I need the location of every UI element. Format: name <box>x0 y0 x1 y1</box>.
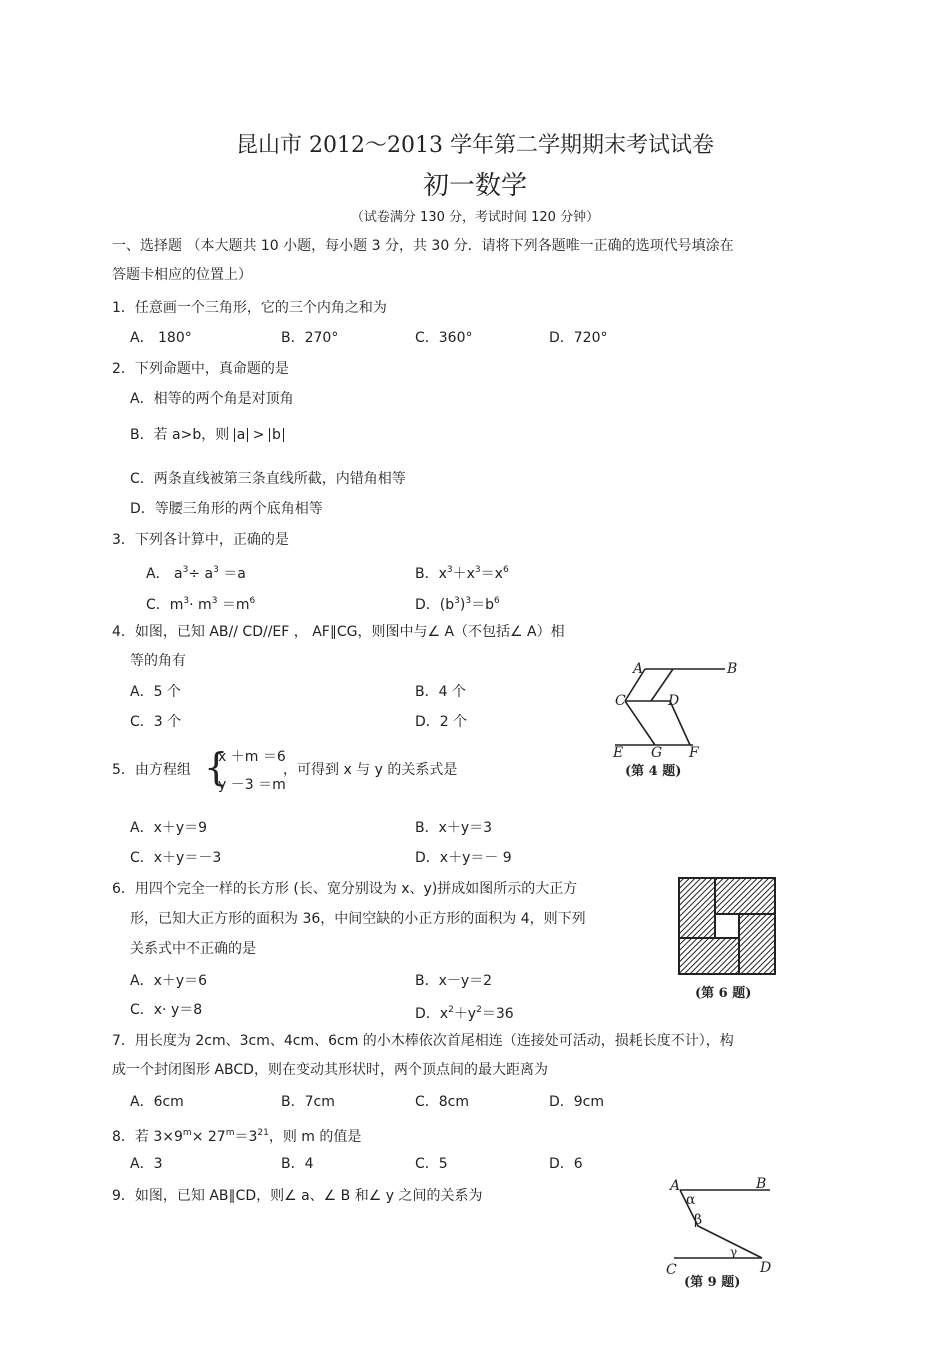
abs-b: b <box>269 428 284 442</box>
q5-option-d: D．x＋y＝－ 9 <box>415 850 512 866</box>
abs-a: a <box>234 428 249 442</box>
q7-stem-cont: 成一个封闭图形 ABCD，则在变动其形状时，两个顶点间的最大距离为 <box>112 1062 548 1078</box>
label-f: F <box>689 745 699 761</box>
q8-option-b: B．4 <box>281 1156 314 1172</box>
exponent: 3 <box>446 565 453 575</box>
q6-figure <box>675 875 780 1005</box>
label-b: B <box>727 661 738 677</box>
q3-option-d <box>415 592 500 614</box>
q4-option-c: C．3 个 <box>130 714 182 730</box>
exponent: 3 <box>465 596 472 606</box>
label-e: E <box>613 745 624 761</box>
q4-option-d: D．2 个 <box>415 714 468 730</box>
q5-option-c: C．x＋y＝－3 <box>130 850 222 866</box>
q3-option-c <box>146 592 255 614</box>
q3-stem: 3．下列各计算中，正确的是 <box>112 532 289 548</box>
q3-c-part: · m <box>189 597 212 613</box>
q3-c-part: ＝m <box>217 597 250 613</box>
q6-stem-cont2: 关系式中不正确的是 <box>130 941 256 957</box>
q6-d-part: D．x <box>415 1006 449 1022</box>
label-c: C <box>666 1262 677 1278</box>
label-a: A <box>670 1178 681 1194</box>
q6-option-b: B．x－y＝2 <box>415 973 493 989</box>
exponent: 3 <box>183 596 190 606</box>
exponent: 3 <box>474 565 481 575</box>
q1-option-a: A． 180° <box>130 330 192 346</box>
q7-option-d: D．9cm <box>549 1094 605 1110</box>
q4-stem: 4．如图，已知 AB// CD//EF ， AF∥CG，则图中与∠ A（不包括∠ A）相 <box>112 624 565 640</box>
q8-option-a: A．3 <box>130 1156 163 1172</box>
exponent: 2 <box>448 1005 454 1015</box>
q1-option-b: B．270° <box>281 330 339 346</box>
label-d: D <box>668 693 680 709</box>
q6-stem-cont: 形，已知大正方形的面积为 36，中间空缺的小正方形的面积为 4，则下列 <box>130 911 586 927</box>
q5-stem: 5．由方程组 <box>112 762 191 778</box>
exponent: 3 <box>213 565 219 575</box>
q3-b-part: B．x <box>415 566 447 582</box>
alpha-label: α <box>686 1192 696 1208</box>
gt-sign: > <box>252 427 265 443</box>
q2-option-a: A．相等的两个角是对顶角 <box>130 391 294 407</box>
q1-option-d: D．720° <box>549 330 608 346</box>
q6-stem: 6．用四个完全一样的长方形 (长、宽分别设为 x、y)拼成如图所示的大正方 <box>112 881 578 897</box>
q5-stem-cont: ，可得到 x 与 y 的关系式是 <box>283 762 458 778</box>
q3-option-b <box>415 561 509 583</box>
q3-a-part: A． a <box>146 566 183 582</box>
q5-option-a: A．x＋y＝9 <box>130 820 208 836</box>
q6-caption: (第 6 题) <box>695 986 752 1001</box>
q2-option-c: C．两条直线被第三条直线所截，内错角相等 <box>130 471 406 487</box>
exponent: 3 <box>182 565 189 575</box>
brace: { <box>204 745 229 789</box>
label-c: C <box>615 693 626 709</box>
q8-part: × 27 <box>191 1129 226 1145</box>
q8-option-d: D．6 <box>549 1156 583 1172</box>
beta-label: β <box>694 1212 703 1228</box>
q8-part: ，则 m 的值是 <box>268 1129 362 1145</box>
q3-d-part: ) <box>459 597 466 613</box>
q3-b-part: ＝x <box>480 566 503 582</box>
q7-option-b: B．7cm <box>281 1094 335 1110</box>
exponent: m <box>182 1128 192 1138</box>
q5-option-b: B．x＋y＝3 <box>415 820 493 836</box>
exponent: 3 <box>454 596 460 606</box>
q4-option-a: A．5 个 <box>130 684 181 700</box>
q9-figure <box>660 1172 785 1297</box>
q4-stem-cont: 等的角有 <box>130 653 186 669</box>
exponent: m <box>225 1128 235 1138</box>
exponent: 3 <box>211 596 218 606</box>
label-b: B <box>756 1176 767 1192</box>
q6-d-part: ＋y <box>453 1006 477 1022</box>
q8-part: ＝3 <box>234 1129 258 1145</box>
q2-option-b <box>130 426 284 444</box>
q3-d-part: ＝b <box>471 597 494 613</box>
label-a: A <box>633 661 644 677</box>
q2-option-d: D．等腰三角形的两个底角相等 <box>130 501 323 517</box>
exam-title: 昆山市 2012～2013 学年第二学期期末考试试卷 <box>236 133 714 158</box>
q7-option-a: A．6cm <box>130 1094 184 1110</box>
q3-d-part: D．(b <box>415 597 455 613</box>
q8-part: 8．若 3×9 <box>112 1129 183 1145</box>
q3-b-part: ＋x <box>452 566 475 582</box>
q3-option-a <box>146 561 246 583</box>
q8-stem <box>112 1124 361 1146</box>
q8-option-c: C．5 <box>415 1156 448 1172</box>
q2-stem: 2．下列命题中，真命题的是 <box>112 361 289 377</box>
q4-option-b: B．4 个 <box>415 684 466 700</box>
label-g: G <box>651 745 663 761</box>
q5-eq2: y －3 ＝m <box>218 777 286 793</box>
q2-option-b-text: B．若 a>b，则 <box>130 427 230 443</box>
q9-stem: 9．如图，已知 AB∥CD，则∠ a、∠ B 和∠ y 之间的关系为 <box>112 1188 483 1204</box>
q5-eq1: x ＋m ＝6 <box>218 749 286 765</box>
q1-stem: 1．任意画一个三角形，它的三个内角之和为 <box>112 300 387 316</box>
exponent: 2 <box>476 1005 482 1015</box>
section-heading-cont: 答题卡相应的位置上） <box>112 267 252 283</box>
q4-caption: (第 4 题) <box>625 764 682 779</box>
label-d: D <box>760 1260 772 1276</box>
q7-option-c: C．8cm <box>415 1094 470 1110</box>
q3-a-part: ÷ a <box>188 566 214 582</box>
q9-caption: (第 9 题) <box>684 1275 741 1290</box>
exponent: 6 <box>249 596 256 606</box>
q1-option-c: C．360° <box>415 330 473 346</box>
exponent: 21 <box>257 1128 269 1138</box>
exponent: 6 <box>502 565 509 575</box>
q6-option-c: C．x· y＝8 <box>130 1002 203 1018</box>
gamma-label: γ <box>730 1245 738 1259</box>
exam-info: （试卷满分 130 分，考试时间 120 分钟） <box>350 210 600 225</box>
q6-d-part: ＝36 <box>481 1006 514 1022</box>
q3-a-part: ＝a <box>218 566 246 582</box>
q4-figure <box>605 655 750 785</box>
q7-stem: 7．用长度为 2cm、3cm、4cm、6cm 的小木棒依次首尾相连（连接处可活动，损耗长度不计），构 <box>112 1033 734 1049</box>
subject-title: 初一数学 <box>422 171 527 201</box>
section-heading: 一、选择题 （本大题共 10 小题，每小题 3 分，共 30 分．请将下列各题唯一正确的选项代号填涂在 <box>112 238 734 254</box>
q3-c-part: C．m <box>146 597 184 613</box>
q6-option-a: A．x＋y＝6 <box>130 973 208 989</box>
q6-option-d <box>415 1001 514 1023</box>
exponent: 6 <box>493 596 500 606</box>
